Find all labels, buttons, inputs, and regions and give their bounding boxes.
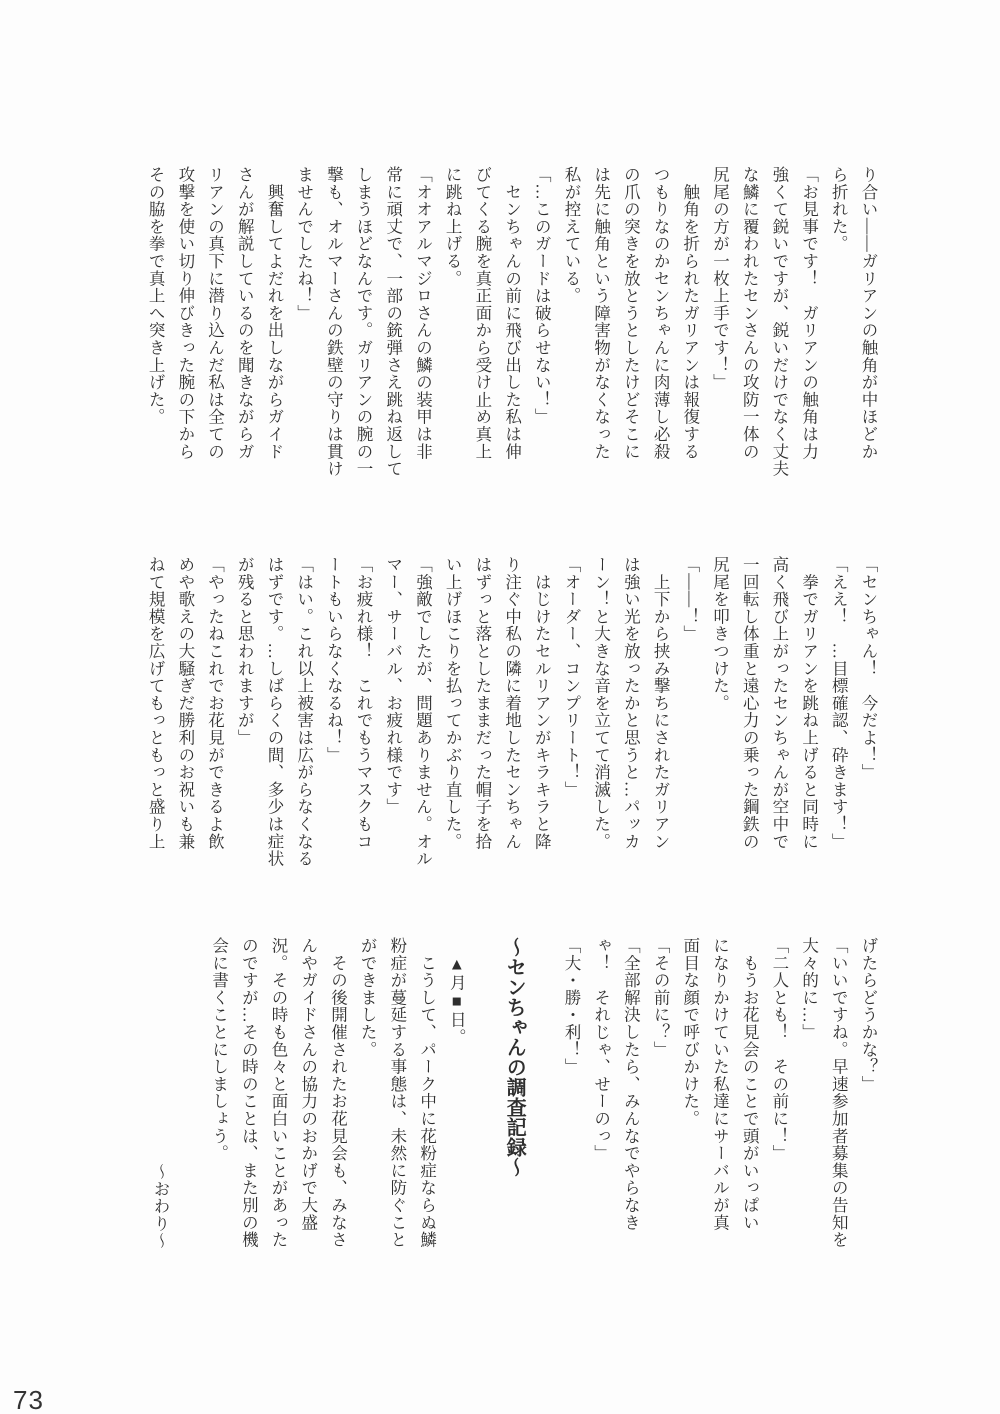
text-column: り合い――ガリアンの触角が中ほどか bbox=[859, 166, 878, 461]
text-column: ▲月■日。 bbox=[447, 937, 467, 1046]
text-column: 「その前に？」 bbox=[651, 937, 671, 1059]
text-column: に跳ね上げる。 bbox=[443, 166, 463, 288]
text-column: な鱗に覆われたセンさんの攻防一体の bbox=[740, 166, 760, 461]
text-column: 触角を折られたガリアンは報復する bbox=[680, 166, 700, 461]
text-column: 尻尾を叩きつけた。 bbox=[710, 556, 730, 712]
text-column: つもりなのかセンちゃんに肉薄し必殺 bbox=[651, 166, 671, 461]
text-column: 上下から挟み撃ちにされたガリアン bbox=[651, 556, 671, 851]
text-column: マー、サーバル、お疲れ様です」 bbox=[383, 556, 403, 816]
text-column: のですが…その時のことは、また別の機 bbox=[239, 937, 259, 1249]
text-column: 「オーダー、コンプリート！」 bbox=[561, 556, 581, 799]
text-column: り注ぐ中私の隣に着地したセンちゃん bbox=[502, 556, 522, 851]
section-heading: ～センちゃんの調査記録～ bbox=[503, 937, 526, 1177]
text-column: しまうほどなんです。ガリアンの腕の一 bbox=[354, 166, 374, 478]
text-column: 「強敵でしたが、問題ありません。オル bbox=[413, 556, 433, 868]
text-column: その脇を拳で真上へ突き上げた。 bbox=[146, 166, 166, 426]
text-column: 「大・勝・利！」 bbox=[561, 937, 581, 1076]
text-column: ゃ！ それじゃ、せーのっ」 bbox=[591, 937, 611, 1162]
text-column: ねて規模を広げてもっともっと盛り上 bbox=[146, 556, 166, 851]
text-column: 「お疲れ様！ これでもうマスクもコ bbox=[354, 556, 374, 851]
text-column: ができました。 bbox=[358, 937, 378, 1059]
text-column: センちゃんの前に飛び出した私は伸 bbox=[502, 166, 522, 461]
text-column: びてくる腕を真正面から受け止め真上 bbox=[472, 166, 492, 461]
text-column: い上げほこりを払ってかぶり直した。 bbox=[443, 556, 463, 851]
text-column: ートもいらなくなるね！」 bbox=[324, 556, 344, 764]
text-column: の爪の突きを放とうとしたけどそこに bbox=[621, 166, 641, 461]
text-column: になりかけていた私達にサーバルが真 bbox=[710, 937, 730, 1232]
text-column: 「オオアルマジロさんの鱗の装甲は非 bbox=[413, 166, 433, 461]
text-column: はずです。…しばらくの間、多少は症状 bbox=[264, 556, 284, 868]
text-column: 一回転し体重と遠心力の乗った鋼鉄の bbox=[740, 556, 760, 851]
text-column: こうして、パーク中に花粉症ならぬ鱗 bbox=[417, 937, 437, 1249]
story-end-mark: ～おわり～ bbox=[150, 1162, 170, 1249]
text-column: 「お見事です！ ガリアンの触角は力 bbox=[799, 166, 819, 461]
text-column: その後開催されたお花見会も、みなさ bbox=[328, 937, 348, 1249]
text-column: さんが解説しているのを聞きながらガ bbox=[235, 166, 255, 461]
text-column: 大々的に…」 bbox=[799, 937, 819, 1041]
text-column: 「ええ！ …目標確認、砕きます！」 bbox=[829, 556, 849, 851]
text-column: めや歌えの大騒ぎだ勝利のお祝いも兼 bbox=[175, 556, 195, 851]
text-column: はじけたセルリアンがキラキラと降 bbox=[532, 556, 552, 851]
text-column: 「全部解決したら、みんなでやらなき bbox=[621, 937, 641, 1232]
text-column: はずっと落としたままだった帽子を拾 bbox=[472, 556, 492, 851]
text-column: 撃も、オルマーさんの鉄壁の守りは貫け bbox=[324, 166, 344, 478]
text-column: が残ると思われますが」 bbox=[235, 556, 255, 747]
text-column: もうお花見会のことで頭がいっぱい bbox=[740, 937, 760, 1232]
text-column: 況。その時も色々と面白いことがあった bbox=[269, 937, 289, 1249]
text-column: は先に触角という障害物がなくなった bbox=[591, 166, 611, 461]
text-column: 私が控えている。 bbox=[561, 166, 581, 305]
text-column: 面目な顔で呼びかけた。 bbox=[680, 937, 700, 1128]
text-column: 「――！」 bbox=[680, 556, 700, 643]
text-column: 高く飛び上がったセンちゃんが空中で bbox=[769, 556, 789, 851]
text-column: 「…このガードは破らせない！」 bbox=[532, 166, 552, 426]
text-block-middle bbox=[140, 556, 883, 868]
text-column: 「やったねこれでお花見ができるよ飲 bbox=[205, 556, 225, 851]
text-column: 常に頑丈で、一部の銃弾さえ跳ね返して bbox=[383, 166, 403, 478]
text-column: ませんでしたね！」 bbox=[294, 166, 314, 322]
text-column: 拳でガリアンを跳ね上げると同時に bbox=[799, 556, 819, 851]
text-column: ーン！と大きな音を立てて消滅した。 bbox=[591, 556, 611, 851]
text-column: 攻撃を使い切り伸びきった腕の下から bbox=[175, 166, 195, 461]
text-block-bottom bbox=[145, 937, 883, 1249]
text-column: リアンの真下に潜り込んだ私は全ての bbox=[205, 166, 225, 461]
text-column: 粉症が蔓延する事態は、未然に防ぐこと bbox=[387, 937, 407, 1249]
text-column: 興奮してよだれを出しながらガイド bbox=[264, 166, 284, 461]
text-column: 「いいですね。早速参加者募集の告知を bbox=[829, 937, 849, 1249]
text-column: ら折れた。 bbox=[829, 166, 849, 253]
text-column: は強い光を放ったかと思うと…パッカ bbox=[621, 556, 641, 851]
text-column: 「センちゃん！ 今だよ！」 bbox=[859, 556, 878, 781]
text-column: げたらどうかな？」 bbox=[859, 937, 878, 1093]
text-column: 強くて鋭いですが、鋭いだけでなく丈夫 bbox=[769, 166, 789, 478]
text-column: 会に書くことにしましょう。 bbox=[209, 937, 229, 1162]
text-column: 尻尾の方が一枚上手です！」 bbox=[710, 166, 730, 391]
text-block-top bbox=[140, 166, 883, 478]
text-column: 「二人とも！ その前に！」 bbox=[769, 937, 789, 1162]
page-number: 73 bbox=[13, 1385, 44, 1414]
text-column: 「はい。これ以上被害は広がらなくなる bbox=[294, 556, 314, 868]
text-column: んやガイドさんの協力のおかげで大盛 bbox=[298, 937, 318, 1232]
